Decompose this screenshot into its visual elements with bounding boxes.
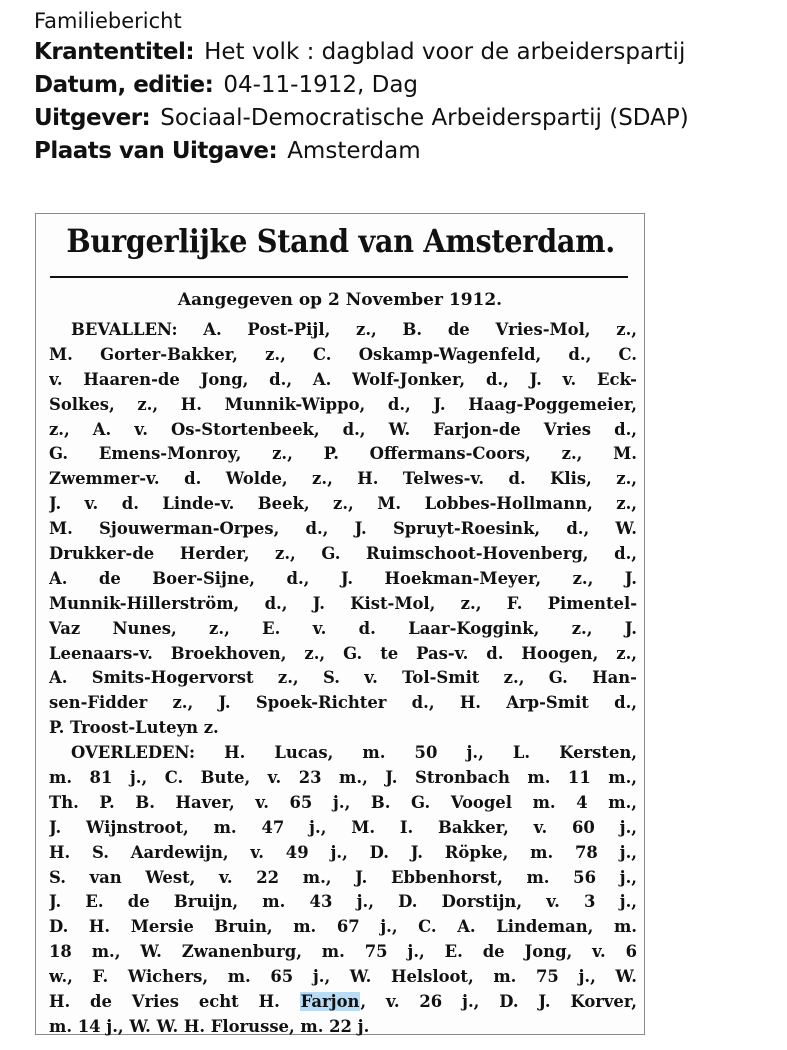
- newspaper-title-label: Krantentitel:: [34, 39, 195, 65]
- date-edition-label: Datum, editie:: [34, 72, 214, 98]
- clipping-line: z., A. v. Os-Stortenbeek, d., W. Farjon-de Vries d.,: [49, 419, 637, 439]
- record-metadata: [34, 6, 774, 168]
- clipping-line: D. H. Mersie Bruin, m. 67 j., C. A. Lindeman, m.: [49, 917, 637, 937]
- place-of-publication-value: Amsterdam: [287, 138, 421, 164]
- search-hit-highlight: Farjon: [300, 992, 360, 1012]
- clipping-line: J. E. de Bruijn, m. 43 j., D. Dorstijn, v. 3 j.,: [49, 892, 637, 912]
- clipping-line: H. S. Aardewijn, v. 49 j., D. J. Röpke, m. 78 j.,: [49, 842, 637, 862]
- clipping-line: J. v. d. Linde-v. Beek, z., M. Lobbes-Hollmann, z.,: [49, 494, 637, 514]
- clipping-line: Th. P. B. Haver, v. 65 j., B. G. Voogel m. 4 m.,: [49, 792, 637, 812]
- clipping-subheading: Aangegeven op 2 November 1912.: [177, 290, 503, 310]
- place-of-publication-row: [34, 135, 774, 168]
- clipping-line: Solkes, z., H. Munnik-Wippo, d., J. Haag-Poggemeier,: [49, 394, 637, 414]
- date-edition-row: [34, 69, 774, 102]
- clipping-line: BEVALLEN: A. Post-Pijl, z., B. de Vries-Mol, z.,: [71, 320, 637, 339]
- clipping-line: P. Troost-Luteyn z.: [49, 718, 219, 738]
- clipping-line: J. Wijnstroot, m. 47 j., M. I. Bakker, v. 60 j.,: [49, 817, 637, 837]
- clipping-line: 18 m., W. Zwanenburg, m. 75 j., E. de Jong, v. 6: [49, 942, 637, 962]
- clipping-line: Vaz Nunes, z., E. v. d. Laar-Koggink, z., J.: [49, 618, 637, 638]
- publisher-value: Sociaal-Democratische Arbeiderspartij (SDAP): [160, 105, 689, 131]
- clipping-body: [49, 318, 637, 1040]
- publisher-label: Uitgever:: [34, 105, 151, 131]
- clipping-line: A. Smits-Hogervorst z., S. v. Tol-Smit z., G. Han-: [49, 668, 637, 688]
- newspaper-title-value: Het volk : dagblad voor de arbeiderspartij: [204, 39, 686, 65]
- clipping-line: w., F. Wichers, m. 65 j., W. Helsloot, m. 75 j., W.: [49, 967, 637, 987]
- newspaper-clipping: [35, 213, 645, 1035]
- masthead-rule: [50, 276, 628, 278]
- clipping-line: M. Gorter-Bakker, z., C. Oskamp-Wagenfeld, d., C.: [49, 344, 637, 364]
- record-category: Familiebericht: [34, 9, 182, 33]
- clipping-line: M. Sjouwerman-Orpes, d., J. Spruyt-Roesink, d., W.: [49, 519, 637, 539]
- clipping-line: H. de Vries echt H. Farjon, v. 26 j., D. J. Korver,: [49, 992, 637, 1012]
- date-edition-value: 04-11-1912, Dag: [223, 72, 419, 98]
- clipping-line: Munnik-Hillerström, d., J. Kist-Mol, z., F. Pimentel-: [49, 593, 637, 613]
- clipping-line: G. Emens-Monroy, z., P. Offermans-Coors, z., M.: [49, 444, 637, 464]
- clipping-line: v. Haaren-de Jong, d., A. Wolf-Jonker, d., J. v. Eck-: [49, 369, 637, 389]
- clipping-line: Zwemmer-v. d. Wolde, z., H. Telwes-v. d. Klis, z.,: [49, 469, 637, 489]
- clipping-line: OVERLEDEN: H. Lucas, m. 50 j., L. Kersten,: [71, 743, 637, 763]
- newspaper-title-row: [34, 36, 774, 69]
- clipping-line: m. 81 j., C. Bute, v. 23 m., J. Stronbach m. 11 m.,: [49, 768, 637, 788]
- clipping-line: Leenaars-v. Broekhoven, z., G. te Pas-v. d. Hoogen, z.,: [49, 643, 637, 663]
- clipping-line: Drukker-de Herder, z., G. Ruimschoot-Hovenberg, d.,: [49, 544, 637, 564]
- clipping-line: sen-Fidder z., J. Spoek-Richter d., H. Arp-Smit d.,: [49, 693, 637, 713]
- publisher-row: [34, 102, 774, 135]
- clipping-line: A. de Boer-Sijne, d., J. Hoekman-Meyer, z., J.: [49, 568, 637, 588]
- clipping-masthead: Burgerlijke Stand van Amsterdam.: [66, 222, 615, 260]
- place-of-publication-label: Plaats van Uitgave:: [34, 138, 278, 164]
- clipping-line: S. van West, v. 22 m., J. Ebbenhorst, m. 56 j.,: [49, 867, 637, 887]
- clipping-line: m. 14 j., W. W. H. Florusse, m. 22 j.: [49, 1016, 370, 1036]
